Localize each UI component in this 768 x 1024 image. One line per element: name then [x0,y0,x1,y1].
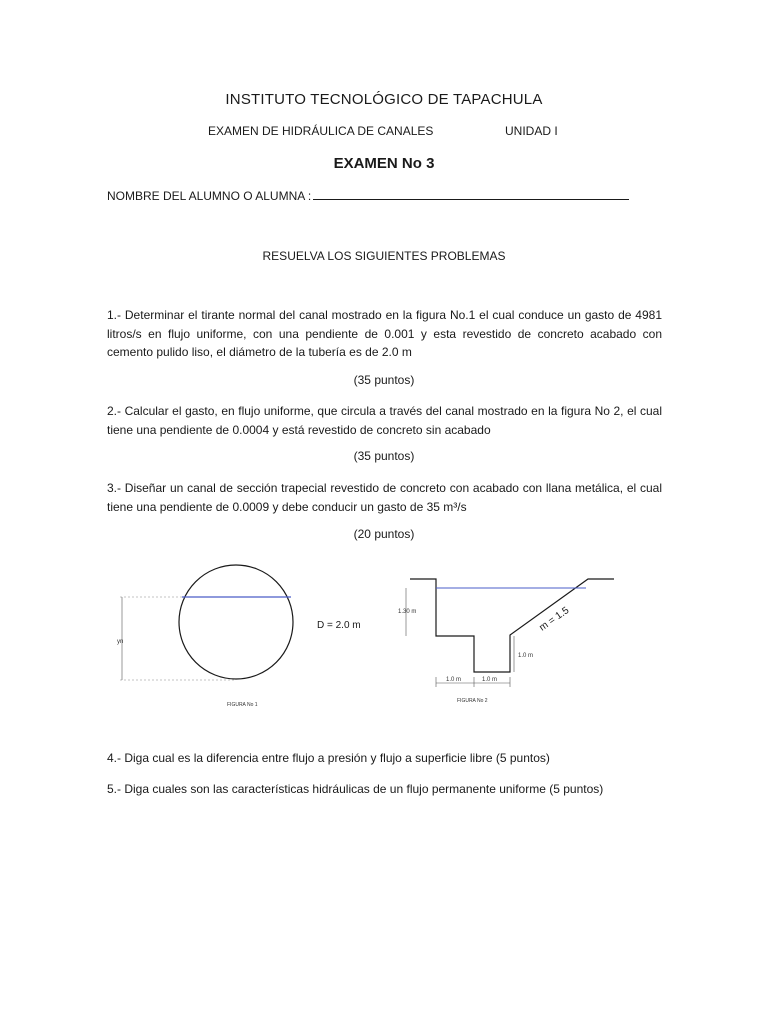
exam-number: EXAMEN No 3 [333,155,435,172]
problem-2-text: 2.- Calcular el gasto, en flujo uniforme, que circula a través del canal mostrado en la figura No 2, el cual tiene una pendiente de 0.0004 y está revestido de concreto sin acabado [107,404,662,437]
student-name-blank [313,187,629,200]
problem-5-text: 5.- Diga cuales son las características hidráulicas de un flujo permanente uniforme (5 puntos) [107,782,604,796]
figures [100,565,572,715]
figure-1 [117,565,361,708]
problem-2-points: (35 puntos) [353,449,415,463]
pipe-circle [179,565,293,679]
figure-1-caption: FIGURA No 1 [227,702,258,708]
lower-depth-label: 1.0 m [518,653,534,659]
depth-label: yn [117,639,124,645]
course-name: EXAMEN DE HIDRÁULICA DE CANALES [208,124,434,138]
figure-2-caption: FIGURA No 2 [457,698,488,704]
problem-1-points: (35 puntos) [353,373,415,387]
problem-3-points: (20 puntos) [353,527,415,541]
bottom-width-label: 1.0 m [482,677,498,683]
problem-1-text: 1.- Determinar el tirante normal del canal mostrado en la figura No.1 el cual conduce un gasto de 4981 litros/s en flujo uniforme, con una pendiente de 0.001 y esta revestido de concreto acabado con cemento pulido liso, el diámetro de la tubería es de 2.0 m [107,308,662,359]
unit-label: UNIDAD I [505,124,558,138]
diameter-label: D = 2.0 m [317,620,361,631]
upper-depth-label: 1.30 m [398,609,417,615]
instructions: RESUELVA LOS SIGUIENTES PROBLEMAS [262,249,506,263]
step-width-label: 1.0 m [446,677,462,683]
student-name-label: NOMBRE DEL ALUMNO O ALUMNA : [107,189,312,203]
institution-title: INSTITUTO TECNOLÓGICO DE TAPACHULA [225,91,543,108]
problem-3-text: 3.- Diseñar un canal de sección trapecial revestido de concreto con acabado con llana metálica, el cual tiene una pendiente de 0.0009 y debe conducir un gasto de 35 m³/s [107,481,662,514]
student-name-line [107,187,629,203]
slope-label: m = 1.5 [537,605,572,634]
figure-2 [398,579,614,704]
channel-profile [410,579,614,672]
problem-4-text: 4.- Diga cual es la diferencia entre flujo a presión y flujo a superficie libre (5 puntos) [107,751,550,765]
